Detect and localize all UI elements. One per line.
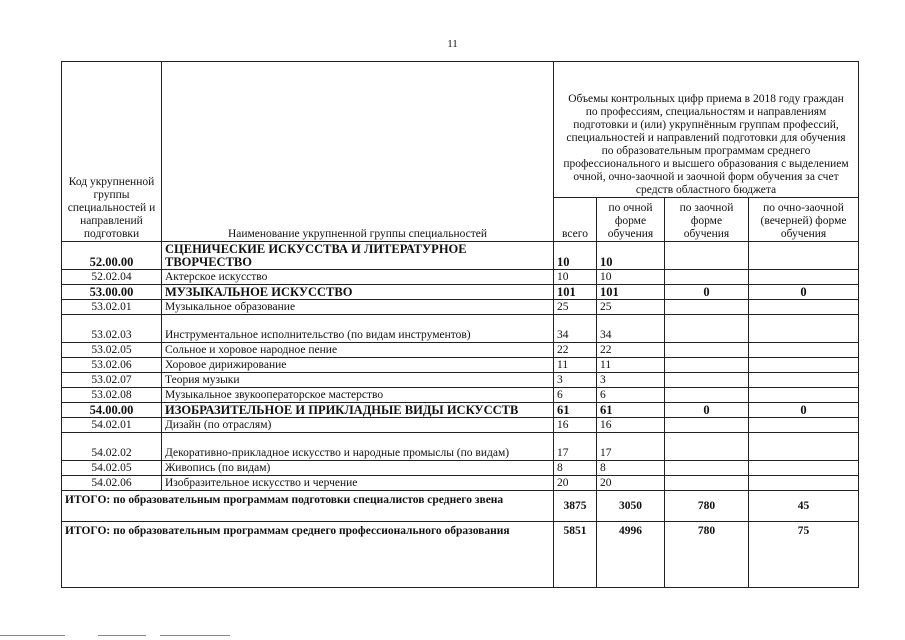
admission-table bbox=[61, 61, 859, 588]
total-label: ИТОГО: по образовательным программам среднего профессионального образования bbox=[62, 522, 554, 588]
table-body bbox=[62, 242, 859, 491]
cell-fulltime: 17 bbox=[597, 433, 665, 461]
cell-code: 54.02.02 bbox=[62, 433, 162, 461]
cell-total: 20 bbox=[554, 476, 597, 491]
cell-name: Актерское искусство bbox=[162, 270, 554, 285]
cell-total: 11 bbox=[554, 358, 597, 373]
header-name: Наименование укрупненной группы специальностей bbox=[162, 62, 554, 242]
table-row bbox=[62, 433, 859, 461]
cell-code: 53.02.01 bbox=[62, 300, 162, 315]
cell-name: Сольное и хоровое народное пение bbox=[162, 343, 554, 358]
table-row bbox=[62, 373, 859, 388]
cell-total: 6 bbox=[554, 388, 597, 403]
cell-total: 25 bbox=[554, 300, 597, 315]
cell-code: 53.02.07 bbox=[62, 373, 162, 388]
total-extramural: 780 bbox=[665, 491, 749, 522]
table-row bbox=[62, 388, 859, 403]
total-row bbox=[62, 522, 859, 588]
table-row bbox=[62, 343, 859, 358]
total-total: 3875 bbox=[554, 491, 597, 522]
total-fulltime: 3050 bbox=[597, 491, 665, 522]
total-row bbox=[62, 491, 859, 522]
cell-evening bbox=[749, 270, 859, 285]
cell-evening bbox=[749, 315, 859, 343]
cell-name: Изобразительное искусство и черчение bbox=[162, 476, 554, 491]
cell-fulltime: 34 bbox=[597, 315, 665, 343]
cell-extramural bbox=[665, 358, 749, 373]
cell-extramural bbox=[665, 433, 749, 461]
cell-evening bbox=[749, 461, 859, 476]
cell-code: 54.02.05 bbox=[62, 461, 162, 476]
cell-evening: 0 bbox=[749, 403, 859, 418]
scan-artifact bbox=[0, 635, 65, 636]
total-evening: 45 bbox=[749, 491, 859, 522]
header-volumes: Объемы контрольных цифр приема в 2018 году граждан по профессиям, специальностям и направлениям подготовки и (или) укрупнённым группам профессий, специальностей и направлений подготовки для обучения по образовательным программам среднего профессионального и высшего образования с выделением очной, очно-заочной и заочной форм обучения за счет средств областного бюджета bbox=[554, 62, 859, 198]
cell-fulltime: 16 bbox=[597, 418, 665, 433]
cell-fulltime: 11 bbox=[597, 358, 665, 373]
total-evening: 75 bbox=[749, 522, 859, 588]
cell-fulltime: 20 bbox=[597, 476, 665, 491]
cell-fulltime: 25 bbox=[597, 300, 665, 315]
cell-fulltime: 10 bbox=[597, 270, 665, 285]
cell-name: ИЗОБРАЗИТЕЛЬНОЕ И ПРИКЛАДНЫЕ ВИДЫ ИСКУССТВ bbox=[162, 403, 554, 418]
cell-fulltime: 22 bbox=[597, 343, 665, 358]
cell-extramural: 0 bbox=[665, 285, 749, 300]
table-row bbox=[62, 418, 859, 433]
cell-code: 53.02.08 bbox=[62, 388, 162, 403]
cell-evening bbox=[749, 433, 859, 461]
cell-name: Хоровое дирижирование bbox=[162, 358, 554, 373]
cell-evening bbox=[749, 242, 859, 270]
header-code: Код укрупненной группы специальностей и направлений подготовки bbox=[62, 62, 162, 242]
cell-code: 54.02.01 bbox=[62, 418, 162, 433]
cell-code: 53.00.00 bbox=[62, 285, 162, 300]
cell-fulltime: 6 bbox=[597, 388, 665, 403]
header-extramural: по заочной форме обучения bbox=[665, 198, 749, 242]
cell-total: 22 bbox=[554, 343, 597, 358]
cell-code: 54.02.06 bbox=[62, 476, 162, 491]
cell-evening bbox=[749, 418, 859, 433]
cell-extramural bbox=[665, 461, 749, 476]
cell-code: 52.00.00 bbox=[62, 242, 162, 270]
header-total: всего bbox=[554, 198, 597, 242]
page-number: 11 bbox=[447, 38, 458, 50]
group-row bbox=[62, 285, 859, 300]
cell-extramural bbox=[665, 315, 749, 343]
cell-extramural bbox=[665, 373, 749, 388]
cell-name: Музыкальное образование bbox=[162, 300, 554, 315]
cell-total: 101 bbox=[554, 285, 597, 300]
cell-evening bbox=[749, 373, 859, 388]
group-row bbox=[62, 403, 859, 418]
cell-fulltime: 101 bbox=[597, 285, 665, 300]
cell-name: Дизайн (по отраслям) bbox=[162, 418, 554, 433]
table-row bbox=[62, 358, 859, 373]
cell-name: Декоративно-прикладное искусство и народные промыслы (по видам) bbox=[162, 433, 554, 461]
totals-body bbox=[62, 491, 859, 588]
cell-name: Живопись (по видам) bbox=[162, 461, 554, 476]
total-total: 5851 bbox=[554, 522, 597, 588]
table-row bbox=[62, 315, 859, 343]
cell-total: 17 bbox=[554, 433, 597, 461]
cell-total: 8 bbox=[554, 461, 597, 476]
cell-extramural bbox=[665, 418, 749, 433]
total-label: ИТОГО: по образовательным программам подготовки специалистов среднего звена bbox=[62, 491, 554, 522]
cell-evening bbox=[749, 300, 859, 315]
cell-fulltime: 3 bbox=[597, 373, 665, 388]
cell-total: 34 bbox=[554, 315, 597, 343]
table-row bbox=[62, 476, 859, 491]
cell-evening bbox=[749, 358, 859, 373]
cell-total: 16 bbox=[554, 418, 597, 433]
cell-fulltime: 8 bbox=[597, 461, 665, 476]
cell-evening bbox=[749, 476, 859, 491]
cell-code: 54.00.00 bbox=[62, 403, 162, 418]
cell-name: Инструментальное исполнительство (по видам инструментов) bbox=[162, 315, 554, 343]
group-row bbox=[62, 242, 859, 270]
total-fulltime: 4996 bbox=[597, 522, 665, 588]
cell-extramural bbox=[665, 388, 749, 403]
total-extramural: 780 bbox=[665, 522, 749, 588]
cell-extramural bbox=[665, 476, 749, 491]
cell-total: 10 bbox=[554, 270, 597, 285]
cell-extramural bbox=[665, 242, 749, 270]
header-fulltime: по очной форме обучения bbox=[597, 198, 665, 242]
cell-fulltime: 61 bbox=[597, 403, 665, 418]
cell-extramural bbox=[665, 300, 749, 315]
cell-total: 61 bbox=[554, 403, 597, 418]
cell-code: 53.02.06 bbox=[62, 358, 162, 373]
cell-name: Теория музыки bbox=[162, 373, 554, 388]
cell-name: СЦЕНИЧЕСКИЕ ИСКУССТВА И ЛИТЕРАТУРНОЕ ТВОРЧЕСТВО bbox=[162, 242, 554, 270]
cell-evening bbox=[749, 343, 859, 358]
cell-code: 52.02.04 bbox=[62, 270, 162, 285]
cell-total: 10 bbox=[554, 242, 597, 270]
cell-fulltime: 10 bbox=[597, 242, 665, 270]
cell-evening: 0 bbox=[749, 285, 859, 300]
table-row bbox=[62, 300, 859, 315]
table-row bbox=[62, 270, 859, 285]
scan-artifact bbox=[160, 635, 230, 636]
cell-extramural bbox=[665, 343, 749, 358]
cell-evening bbox=[749, 388, 859, 403]
scan-artifact bbox=[98, 635, 146, 636]
cell-code: 53.02.03 bbox=[62, 315, 162, 343]
cell-code: 53.02.05 bbox=[62, 343, 162, 358]
cell-name: МУЗЫКАЛЬНОЕ ИСКУССТВО bbox=[162, 285, 554, 300]
cell-total: 3 bbox=[554, 373, 597, 388]
cell-name: Музыкальное звукооператорское мастерство bbox=[162, 388, 554, 403]
cell-extramural bbox=[665, 270, 749, 285]
header-evening: по очно-заочной (вечерней) форме обучения bbox=[749, 198, 859, 242]
table-row bbox=[62, 461, 859, 476]
cell-extramural: 0 bbox=[665, 403, 749, 418]
